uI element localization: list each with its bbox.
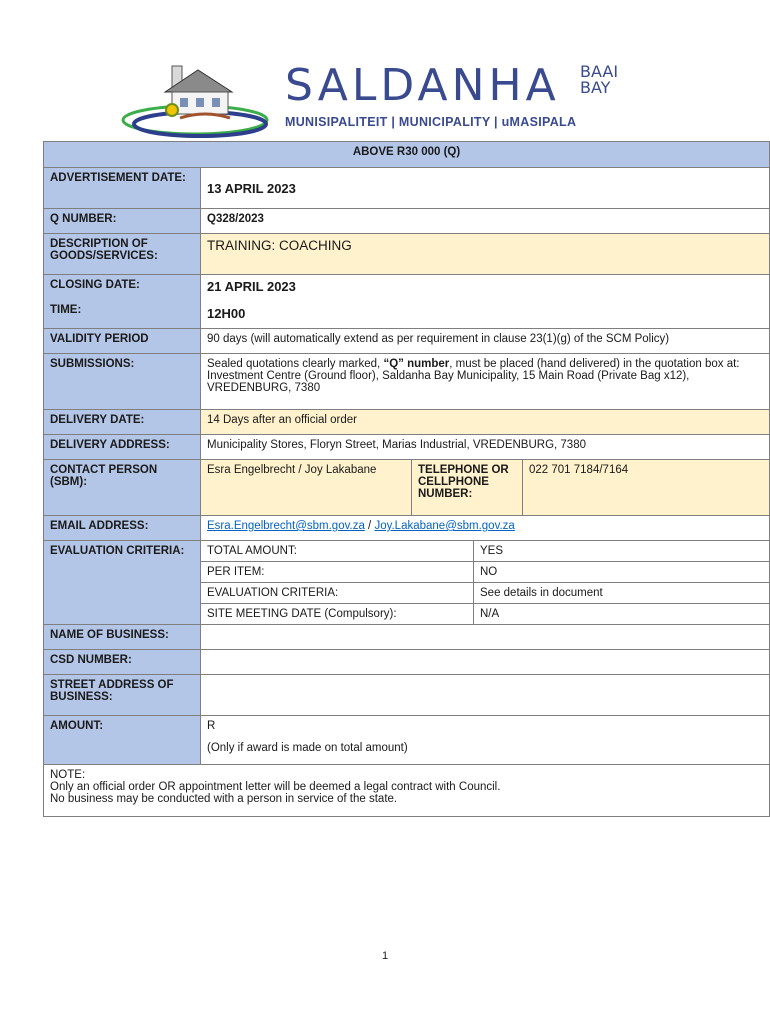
- telephone-label: TELEPHONE OR CELLPHONE NUMBER:: [412, 460, 523, 516]
- table-row: [44, 625, 770, 650]
- table-row: [44, 516, 770, 541]
- table-row: [44, 675, 770, 716]
- amount-label: AMOUNT:: [44, 716, 201, 765]
- delivery-address-value: Municipality Stores, Floryn Street, Marias Industrial, VREDENBURG, 7380: [201, 435, 770, 460]
- evaluation-label: EVALUATION CRITERIA:: [44, 541, 201, 625]
- delivery-address-label: DELIVERY ADDRESS:: [44, 435, 201, 460]
- evaluation-row: [201, 583, 769, 604]
- business-name-field[interactable]: [201, 625, 770, 650]
- table-row: [44, 234, 770, 275]
- advertisement-date-value: 13 APRIL 2023: [201, 168, 770, 209]
- table-row: [44, 329, 770, 354]
- evaluation-item-name: EVALUATION CRITERIA:: [201, 583, 474, 604]
- logo-subtitle: MUNISIPALITEIT | MUNICIPALITY | uMASIPALA: [285, 115, 577, 129]
- q-number-label: Q NUMBER:: [44, 209, 201, 234]
- email-link-joy[interactable]: Joy.Lakabane@sbm.gov.za: [374, 520, 515, 532]
- table-row: [44, 650, 770, 675]
- advertisement-date-label: ADVERTISEMENT DATE:: [44, 168, 201, 209]
- evaluation-item-value: See details in document: [474, 583, 770, 604]
- evaluation-item-value: N/A: [474, 604, 770, 625]
- validity-label: VALIDITY PERIOD: [44, 329, 201, 354]
- business-name-label: NAME OF BUSINESS:: [44, 625, 201, 650]
- closing-date-label: CLOSING DATE:: [44, 275, 201, 300]
- table-row: [44, 765, 770, 817]
- description-label: DESCRIPTION OF GOODS/SERVICES:: [44, 234, 201, 275]
- quotation-form-table: [43, 141, 770, 817]
- page-number: 1: [381, 950, 389, 962]
- table-row: [44, 410, 770, 435]
- contact-person-value: Esra Engelbrecht / Joy Lakabane: [201, 460, 412, 516]
- email-separator: /: [364, 520, 375, 532]
- evaluation-row: [201, 562, 769, 583]
- delivery-date-value: 14 Days after an official order: [201, 410, 770, 435]
- contact-person-label: CONTACT PERSON (SBM):: [44, 460, 201, 516]
- table-row: [44, 300, 770, 329]
- evaluation-item-value: YES: [474, 541, 770, 562]
- amount-field[interactable]: [201, 716, 770, 765]
- note-line: Only an official order OR appointment letter will be deemed a legal contract with Council.: [50, 781, 501, 793]
- table-row: [44, 716, 770, 765]
- submissions-label: SUBMISSIONS:: [44, 354, 201, 410]
- note-line: No business may be conducted with a person in service of the state.: [50, 793, 398, 805]
- table-header: ABOVE R30 000 (Q): [44, 142, 770, 168]
- logo-brand-text: SALDANHA: [285, 60, 560, 111]
- table-row: [44, 435, 770, 460]
- validity-value: 90 days (will automatically extend as per requirement in clause 23(1)(g) of the SCM Policy): [201, 329, 770, 354]
- amount-note: (Only if award is made on total amount): [207, 742, 408, 754]
- house-emblem-icon: [120, 58, 270, 140]
- time-value: 12H00: [201, 300, 770, 329]
- note-title: NOTE:: [50, 769, 86, 781]
- evaluation-item-name: PER ITEM:: [201, 562, 474, 583]
- submissions-value: [201, 354, 770, 410]
- description-value: TRAINING: COACHING: [201, 234, 770, 275]
- note-cell: [44, 765, 770, 817]
- delivery-date-label: DELIVERY DATE:: [44, 410, 201, 435]
- logo-baai-bay: [580, 64, 618, 96]
- email-value: [201, 516, 770, 541]
- email-link-esra[interactable]: Esra.Engelbrecht@sbm.gov.za: [207, 520, 365, 532]
- municipality-logo: [120, 58, 640, 140]
- csd-number-label: CSD NUMBER:: [44, 650, 201, 675]
- submissions-bold: “Q” number: [383, 358, 450, 370]
- q-number-value: Q328/2023: [201, 209, 770, 234]
- email-label: EMAIL ADDRESS:: [44, 516, 201, 541]
- submissions-suffix: , must be placed (hand delivered) in the quotation box at: Investment Centre (Ground floor), Saldanha Bay Municipality, 15 Main Road (Private Bag x12), VREDENBURG, 7380: [207, 358, 740, 394]
- closing-date-value: 21 APRIL 2023: [201, 275, 770, 300]
- street-address-label: STREET ADDRESS OF BUSINESS:: [44, 675, 201, 716]
- submissions-prefix: Sealed quotations clearly marked,: [207, 358, 384, 370]
- street-address-field[interactable]: [201, 675, 770, 716]
- evaluation-table: [201, 541, 769, 624]
- evaluation-cell: [201, 541, 770, 625]
- table-row: [44, 354, 770, 410]
- evaluation-item-name: SITE MEETING DATE (Compulsory):: [201, 604, 474, 625]
- amount-currency: R: [207, 720, 216, 732]
- evaluation-item-name: TOTAL AMOUNT:: [201, 541, 474, 562]
- logo-baai: BAAI: [580, 62, 619, 81]
- evaluation-item-value: NO: [474, 562, 770, 583]
- csd-number-field[interactable]: [201, 650, 770, 675]
- table-row: [44, 209, 770, 234]
- table-row: [44, 541, 770, 625]
- evaluation-row: [201, 541, 769, 562]
- evaluation-row: [201, 604, 769, 625]
- telephone-value: 022 701 7184/7164: [523, 460, 770, 516]
- table-row: [44, 168, 770, 209]
- table-header-row: [44, 142, 770, 168]
- logo-bay: BAY: [580, 78, 611, 97]
- time-label: TIME:: [44, 300, 201, 329]
- table-row: [44, 275, 770, 300]
- table-row: [44, 460, 770, 516]
